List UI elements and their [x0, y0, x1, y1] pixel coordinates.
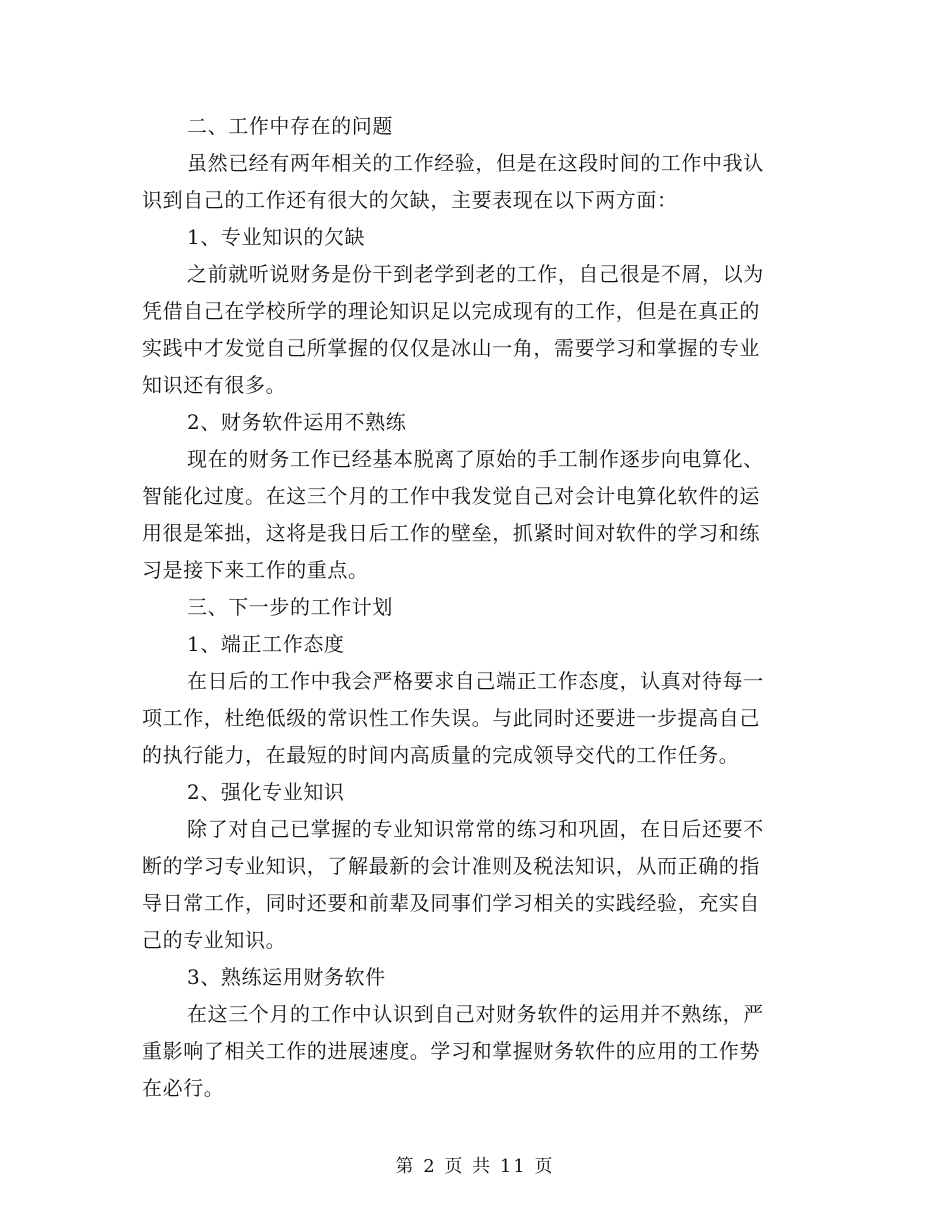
- paragraph-line: 用很是笨拙，这将是我日后工作的壁垒，抓紧时间对软件的学习和练: [142, 521, 760, 545]
- paragraph-line: 凭借自己在学校所学的理论知识足以完成现有的工作，但是在真正的: [142, 299, 760, 323]
- paragraph-line: 重影响了相关工作的进展速度。学习和掌握财务软件的应用的工作势: [142, 1039, 760, 1063]
- subheading-attitude: 1、端正工作态度: [187, 632, 345, 656]
- paragraph-line: 现在的财务工作已经基本脱离了原始的手工制作逐步向电算化、: [187, 447, 764, 471]
- paragraph-line: 除了对自己已掌握的专业知识常常的练习和巩固，在日后还要不: [187, 817, 764, 841]
- section-heading-plan: 三、下一步的工作计划: [187, 595, 393, 619]
- paragraph-line: 在必行。: [142, 1076, 225, 1100]
- subheading-software-skill: 2、财务软件运用不熟练: [187, 410, 407, 434]
- paragraph-line: 在这三个月的工作中认识到自己对财务软件的运用并不熟练，严: [187, 1002, 764, 1026]
- paragraph-line: 的执行能力，在最短的时间内高质量的完成领导交代的工作任务。: [142, 743, 740, 767]
- paragraph-line: 己的专业知识。: [142, 928, 287, 952]
- paragraph-line: 在日后的工作中我会严格要求自己端正工作态度，认真对待每一: [187, 669, 764, 693]
- paragraph-line: 知识还有很多。: [142, 373, 287, 397]
- subheading-strengthen-knowledge: 2、强化专业知识: [187, 780, 345, 804]
- paragraph-line: 智能化过度。在这三个月的工作中我发觉自己对会计电算化软件的运: [142, 484, 760, 508]
- section-heading-problems: 二、工作中存在的问题: [187, 114, 393, 138]
- paragraph-line: 之前就听说财务是份干到老学到老的工作，自己很是不屑，以为: [187, 262, 764, 286]
- paragraph-line: 项工作，杜绝低级的常识性工作失误。与此同时还要进一步提高自己: [142, 706, 760, 730]
- subheading-software-proficiency: 3、熟练运用财务软件: [187, 965, 386, 989]
- paragraph-line: 导日常工作，同时还要和前辈及同事们学习相关的实践经验，充实自: [142, 891, 760, 915]
- paragraph-line: 识到自己的工作还有很大的欠缺，主要表现在以下两方面：: [142, 188, 678, 212]
- paragraph-line: 习是接下来工作的重点。: [142, 558, 369, 582]
- page-number-footer: 第 2 页 共 11 页: [395, 1156, 555, 1177]
- subheading-knowledge-gap: 1、专业知识的欠缺: [187, 225, 366, 249]
- paragraph-line: 实践中才发觉自己所掌握的仅仅是冰山一角，需要学习和掌握的专业: [142, 336, 760, 360]
- document-body: [142, 108, 802, 1107]
- paragraph-line: 断的学习专业知识，了解最新的会计准则及税法知识，从而正确的指: [142, 854, 760, 878]
- paragraph-line: 虽然已经有两年相关的工作经验，但是在这段时间的工作中我认: [187, 151, 764, 175]
